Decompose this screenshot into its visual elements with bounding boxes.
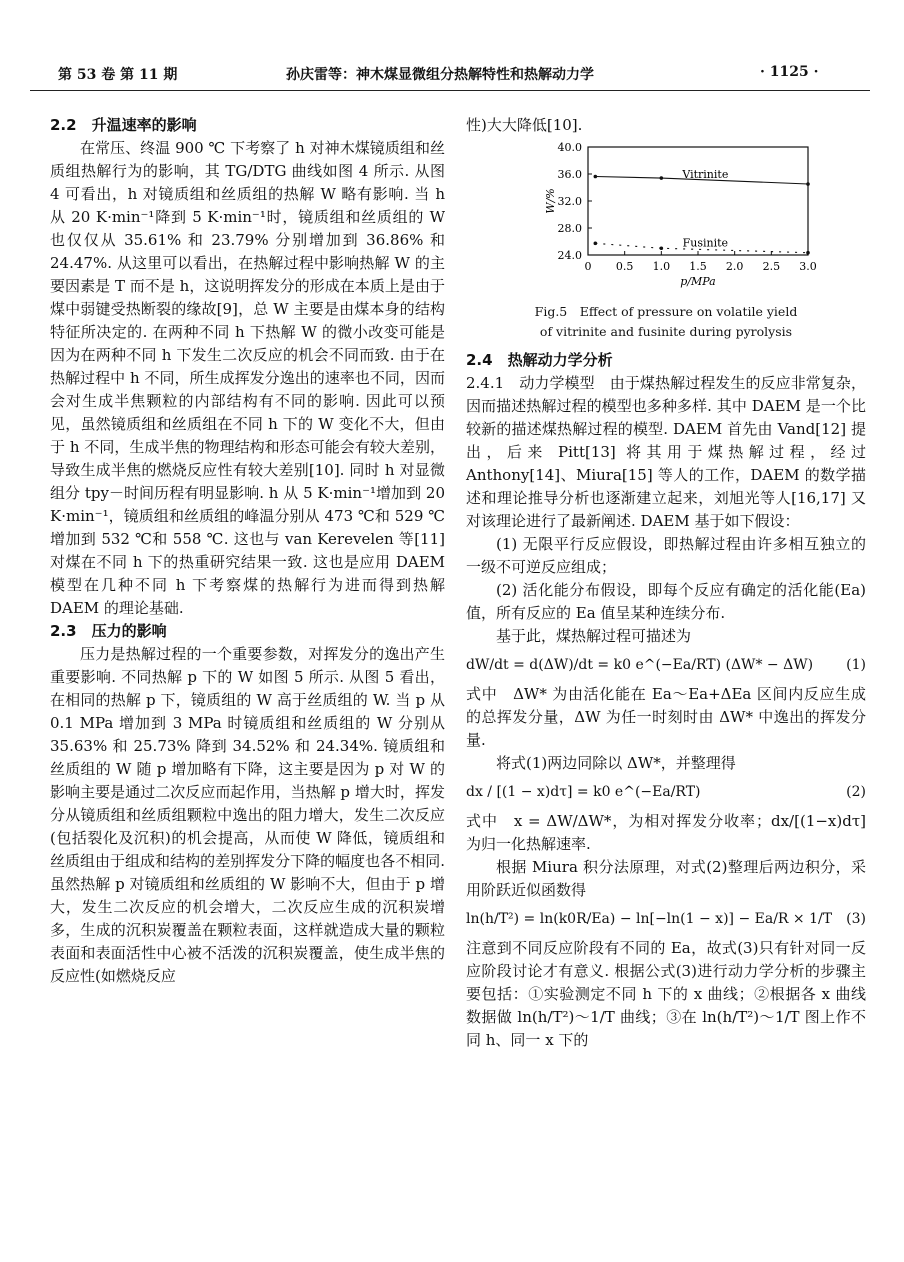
equation-2-where: 式中 x = ΔW/ΔW*，为相对挥发分收率；dx/[(1−x)dτ] 为归一化热解速率. <box>466 812 866 853</box>
x-tick-label: 1.0 <box>652 260 671 273</box>
x-tick-label: 2.5 <box>762 260 781 273</box>
series-point-fusinite <box>660 246 664 250</box>
section-2-4-title: 2.4 热解动力学分析 <box>466 351 613 369</box>
assumption-1: (1) 无限平行反应假设，即热解过程由许多相互独立的一级不可逆反应组成； <box>466 535 866 576</box>
figure-5 <box>466 137 866 337</box>
figure-5-caption-line-1: Fig.5 Effect of pressure on volatile yield <box>534 304 798 319</box>
series-point-fusinite <box>806 251 810 255</box>
x-axis-label: p/MPa <box>680 275 716 288</box>
series-label-fusinite: Fusinite <box>682 236 729 250</box>
equation-1-body: dW/dt = d(ΔW)/dt = k0 e^(−Ea/RT) (ΔW* − ΔW) <box>466 657 814 673</box>
y-tick-label: 36.0 <box>557 168 582 181</box>
equation-3 <box>466 908 866 931</box>
section-2-4-1-paragraph: 2.4.1 动力学模型 由于煤热解过程发生的反应非常复杂，因而描述热解过程的模型也多种多样. 其中 DAEM 是一个比较新的描述煤热解过程的模型. DAEM 首先由 Vand[12] 提出，后来 Pitt[13] 将其用于煤热解过程，经过 Anthony[14]、Miura[15] 等人的工作，DAEM 的数学描述和理论推导分析也逐渐建立起来，刘旭光等人[16,17] 又对该理论进行了最新阐述. DAEM 基于如下假设： <box>466 374 866 530</box>
section-2-3-title: 2.3 压力的影响 <box>50 622 167 640</box>
continued-text: 性)大大降低[10]. <box>466 116 583 134</box>
equation-1-where: 式中 ΔW* 为由活化能在 Ea～Ea+ΔEa 区间内反应生成的总挥发分量，ΔW 为任一时刻时由 ΔW* 中逸出的挥发分量. <box>466 685 866 749</box>
left-column <box>50 114 445 988</box>
equation-2 <box>466 781 866 804</box>
x-tick-label: 2.0 <box>725 260 744 273</box>
series-point-vitrinite <box>806 182 810 186</box>
analysis-steps-paragraph: 注意到不同反应阶段有不同的 Ea，故式(3)只有针对同一反应阶段讨论才有意义. 根据公式(3)进行动力学分析的步骤主要包括：①实验测定不同 h 下的 x 曲线；②根据各 x 曲线数据做 ln(h/T²)～1/T 曲线；③在 ln(h/T²)～1/T 图上作不同 h、同一 x 下的 <box>466 939 866 1049</box>
x-tick-label: 0.5 <box>615 260 634 273</box>
section-2-2-paragraph: 在常压、终温 900 ℃ 下考察了 h 对神木煤镜质组和丝质组热解行为的影响，其 TG/DTG 曲线如图 4 所示. 从图 4 可看出，h 对镜质组和丝质组的热解 W 略有影响. 当 h 从 20 K·min⁻¹降到 5 K·min⁻¹时，镜质组和丝质组的 W 也仅仅从 35.61% 和 23.79% 分别增加到 36.86% 和 24.47%. 从这里可以看出，在热解过程中影响热解 W 的主要因素是 T 而不是 h，这说明挥发分的形成在本质上是由于煤中弱键受热断裂的缘故[9]，总 W 主要是由煤本身的结构特征所决定的. 在两种不同 h 下热解 W 的微小改变可能是因为在两种不同 h 下发生二次反应的机会不同而致. 由于在热解过程中 h 不同，所生成挥发分逸出的速率也不同，因而会对生成半焦颗粒的内部结构有不同的影响. 因此可以预见，虽然镜质组和丝质组在不同 h 下的 W 变化不大，但由于 h 不同，生成半焦的物理结构和形态可能会有较大差别，导致生成半焦的燃烧反应性有较大差别[10]. 同时 h 对显微组分 tpy－时间历程有明显影响. h 从 5 K·min⁻¹增加到 20 K·min⁻¹，镜质组和丝质组的峰温分别从 473 ℃和 529 ℃增加到 532 ℃和 558 ℃. 这也与 van Kerevelen 等[11]对煤在不同 h 下的热重研究结果一致. 这也是应用 DAEM 模型在几种不同 h 下考察煤的热解行为进而得到热解 DAEM 的理论基础. <box>50 139 445 617</box>
y-tick-label: 28.0 <box>557 222 582 235</box>
section-2-2-title: 2.2 升温速率的影响 <box>50 116 197 134</box>
series-point-vitrinite <box>594 175 598 179</box>
equation-1-number: (1) <box>846 657 866 673</box>
y-axis-label: W/% <box>544 188 557 214</box>
y-tick-label: 40.0 <box>557 141 582 154</box>
header-volume: 第 53 卷 第 11 期 <box>58 67 178 83</box>
chart-ticks <box>544 141 817 288</box>
y-tick-label: 32.0 <box>557 195 582 208</box>
equation-1-lead: 基于此，煤热解过程可描述为 <box>496 627 692 645</box>
x-tick-label: 3.0 <box>799 260 817 273</box>
header-page-number: · 1125 · <box>760 64 819 80</box>
equation-3-body: ln(h/T²) = ln(k0R/Ea) − ln[−ln(1 − x)] − Ea/R × 1/T <box>466 911 833 927</box>
series-point-vitrinite <box>660 176 664 180</box>
series-label-vitrinite: Vitrinite <box>682 167 729 181</box>
x-tick-label: 0 <box>584 260 592 273</box>
figure-5-chart <box>466 137 866 295</box>
equation-2-lead: 将式(1)两边同除以 ΔW*，并整理得 <box>496 754 736 772</box>
y-tick-label: 24.0 <box>557 249 582 262</box>
right-column <box>466 114 866 1052</box>
assumption-2: (2) 活化能分布假设，即每个反应有确定的活化能(Ea)值，所有反应的 Ea 值呈某种连续分布. <box>466 581 866 622</box>
equation-2-number: (2) <box>846 784 866 800</box>
x-tick-label: 1.5 <box>689 260 707 273</box>
equation-3-number: (3) <box>846 911 866 927</box>
section-2-3-paragraph: 压力是热解过程的一个重要参数，对挥发分的逸出产生重要影响. 不同热解 p 下的 W 如图 5 所示. 从图 5 看出，在相同的热解 p 下，镜质组的 W 高于丝质组的 W. 当 p 从 0.1 MPa 增加到 3 MPa 时镜质组和丝质组的 W 分别从 35.63% 和 25.73% 降到 34.52% 和 24.34%. 镜质组和丝质组的 W 随 p 增加略有下降，这主要是因为 p 对 W 的影响主要是通过二次反应而起作用，当热解 p 增大时，挥发分从镜质组和丝质组颗粒中逸出的阻力增大，发生二次反应(包括裂化及沉积)的机会提高，从而使 W 降低，镜质组和丝质组由于组成和结构的差别挥发分下降的幅度也各不相同. 虽然热解 p 对镜质组和丝质组的 W 影响不大，但由于 p 增大，发生二次反应的机会增大，二次反应生成的沉积炭增多，生成的沉积炭覆盖在颗粒表面，这样就造成大量的颗粒表面和表面活性中心被不活泼的沉积炭覆盖，使生成半焦的反应性(如燃烧反应 <box>50 645 445 985</box>
equation-1 <box>466 654 866 677</box>
series-point-fusinite <box>594 242 598 246</box>
header-rule <box>30 90 870 91</box>
header-title: 孙庆雷等：神木煤显微组分热解特性和热解动力学 <box>286 67 594 83</box>
chart-series <box>594 168 810 255</box>
equation-2-body: dx / [(1 − x)dτ] = k0 e^(−Ea/RT) <box>466 784 701 800</box>
equation-3-lead: 根据 Miura 积分法原理，对式(2)整理后两边积分，采用阶跃近似函数得 <box>466 858 866 899</box>
figure-5-caption-line-2: of vitrinite and fusinite during pyrolysis <box>539 324 793 339</box>
